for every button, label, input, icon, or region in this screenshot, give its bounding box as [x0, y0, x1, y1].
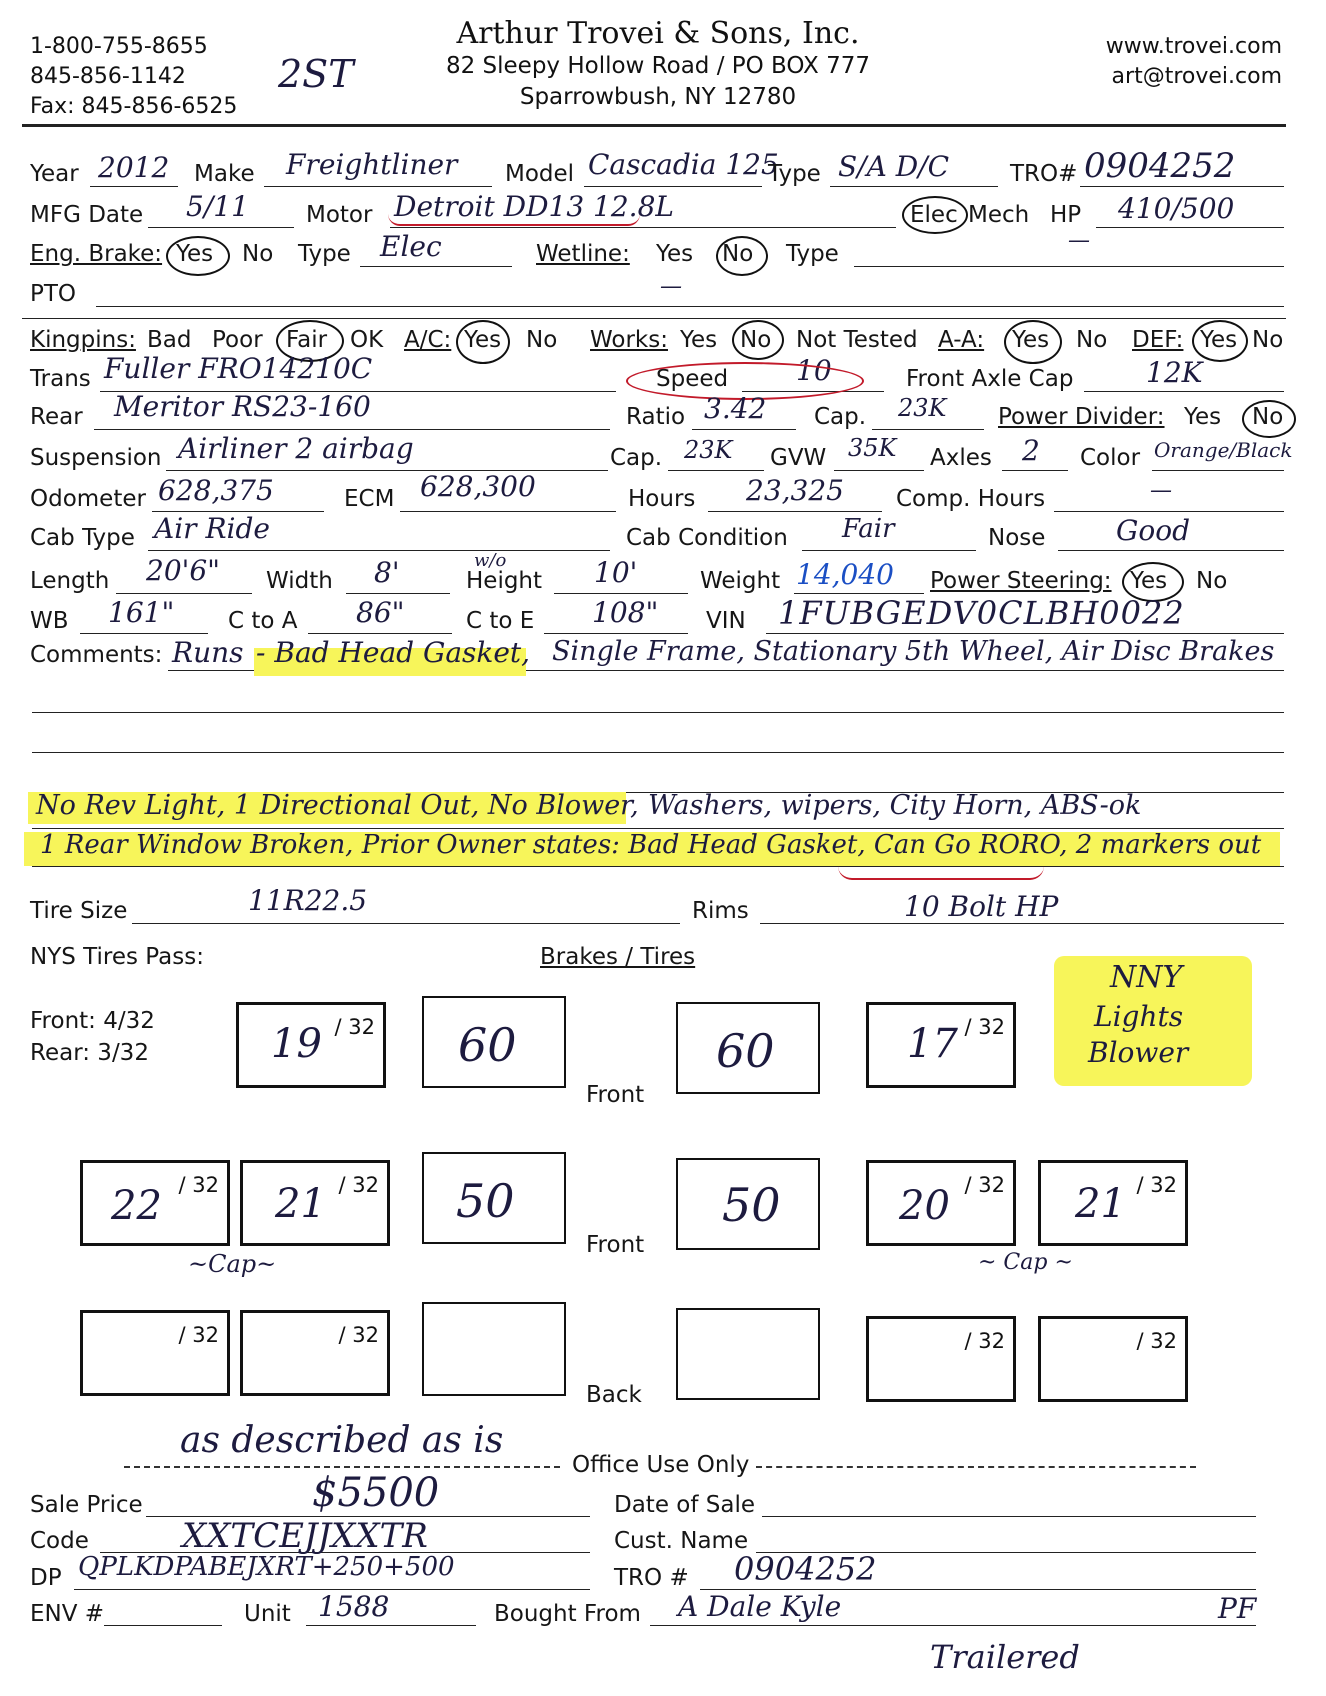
unit-label: Unit [244, 1601, 291, 1627]
works-yes: Yes [680, 327, 718, 353]
nose-value: Good [1116, 514, 1191, 547]
gvw-value: 35K [848, 434, 897, 462]
tire-size-value: 11R22.5 [248, 884, 368, 917]
vin-value: 1FUBGEDV0CLBH0022 [778, 594, 1185, 632]
power-divider-label: Power Divider: [998, 404, 1165, 430]
height-line [554, 593, 688, 594]
row1-front-label: Front [586, 1082, 645, 1108]
brake-value: 60 [458, 1018, 517, 1072]
height-value: 10' [594, 556, 638, 589]
eng-brake-yes: Yes [176, 241, 214, 267]
ac-no: No [526, 327, 558, 353]
type-label: Type [768, 161, 821, 187]
power-divider-no-circle [1242, 400, 1296, 438]
power-steering-no: No [1196, 568, 1228, 594]
handwritten-note: 2ST [278, 52, 354, 96]
def-no: No [1252, 327, 1284, 353]
brake-box-drive-2-right[interactable] [676, 1308, 820, 1400]
sale-price-value: $5500 [312, 1470, 440, 1516]
make-line [264, 186, 492, 187]
kingpins-bad: Bad [147, 327, 192, 353]
suspension-cap-line [668, 470, 764, 471]
motor-line [390, 227, 896, 228]
ac-label: A/C: [404, 327, 452, 353]
color-value: Orange/Black [1154, 438, 1293, 462]
works-no: No [740, 327, 772, 353]
email-link[interactable]: art@trovei.com [1111, 64, 1282, 89]
motor-value: Detroit DD13 12.8L [394, 190, 674, 223]
env-field[interactable] [104, 1625, 222, 1626]
bought-initials: PF [1218, 1592, 1257, 1625]
phone-toll-free: 1-800-755-8655 [30, 34, 208, 59]
sale-price-label: Sale Price [30, 1492, 143, 1518]
brake-box-drive-1-left[interactable] [422, 1152, 566, 1244]
width-line [346, 593, 450, 594]
cab-condition-line [802, 550, 976, 551]
env-label: ENV # [30, 1601, 105, 1627]
row3-back-label: Back [586, 1382, 642, 1408]
suspension-cap-value: 23K [684, 436, 733, 464]
date-of-sale-field[interactable] [762, 1516, 1256, 1517]
year-line [90, 186, 178, 187]
weight-value: 14,040 [796, 558, 894, 591]
type-line [830, 186, 998, 187]
comments-line-5 [32, 828, 1284, 829]
comments-line-2 [32, 712, 1284, 713]
eng-brake-type-label: Type [298, 241, 351, 267]
comments-line-6 [32, 866, 1284, 867]
eng-brake-yes-circle [166, 236, 230, 276]
front-axle-cap-value: 12K [1146, 356, 1203, 389]
brake-box-drive-1-right[interactable] [676, 1158, 820, 1250]
odometer-label: Odometer [30, 486, 146, 512]
brakes-tires-label: Brakes / Tires [540, 944, 696, 970]
wb-value: 161" [108, 596, 175, 629]
motor-red-underline [388, 214, 640, 226]
hours-line [708, 511, 882, 512]
brake-box-drive-2-left[interactable] [422, 1302, 566, 1396]
rear-cap-label: Cap. [814, 404, 867, 430]
bought-from-line [650, 1625, 1256, 1626]
elec-label: Elec [910, 202, 958, 228]
comments-bad-head-gasket: - Bad Head Gasket, [256, 636, 531, 669]
tire-box-drive-2-inner-right[interactable] [866, 1316, 1016, 1402]
wb-line [80, 633, 208, 634]
aa-label: A-A: [938, 327, 985, 353]
tro-line [1080, 186, 1284, 187]
kingpins-fair: Fair [286, 327, 328, 353]
phone: 845-856-1142 [30, 64, 186, 89]
wetline-type-value: — [1068, 228, 1090, 253]
tire-box-front-right[interactable] [866, 1002, 1016, 1088]
c-to-a-line [308, 633, 452, 634]
cab-condition-value: Fair [842, 514, 895, 544]
address-line-1: 82 Sleepy Hollow Road / PO BOX 777 [445, 53, 871, 79]
roro-red-underline [838, 866, 1044, 880]
wetline-type-label: Type [786, 241, 839, 267]
gvw-label: GVW [770, 445, 827, 471]
tire-fraction: / 32 [338, 1323, 379, 1347]
color-label: Color [1080, 445, 1141, 471]
tire-box-drive-2-inner-left[interactable] [240, 1310, 390, 1396]
hp-value: 410/500 [1118, 192, 1235, 225]
bought-from-value: A Dale Kyle [678, 1590, 842, 1623]
cab-condition-label: Cab Condition [626, 525, 788, 551]
power-divider-no: No [1252, 404, 1284, 430]
year-value: 2012 [98, 151, 170, 184]
width-value: 8' [374, 556, 400, 589]
trailered-note: Trailered [930, 1638, 1080, 1676]
color-line [1152, 470, 1284, 471]
brake-box-front-right[interactable] [676, 1002, 820, 1094]
c-to-e-value: 108" [592, 596, 659, 629]
brake-value: 50 [456, 1174, 515, 1228]
kingpins-poor: Poor [212, 327, 263, 353]
dp-label: DP [30, 1565, 62, 1591]
weight-label: Weight [700, 568, 781, 594]
tire-fraction: / 32 [964, 1015, 1005, 1039]
height-label: Height [466, 568, 543, 594]
wb-label: WB [30, 608, 69, 634]
length-label: Length [30, 568, 110, 594]
axles-label: Axles [930, 445, 992, 471]
rear-cap-line [872, 429, 984, 430]
suspension-value: Airliner 2 airbag [178, 432, 414, 465]
brake-value: 60 [716, 1024, 775, 1078]
c-to-a-label: C to A [228, 608, 298, 634]
tire-size-label: Tire Size [30, 898, 128, 924]
comments-line5: 1 Rear Window Broken, Prior Owner states: Bad Head Gasket, Can Go RORO, 2 markers out [40, 830, 1262, 860]
nys-front-min: Front: 4/32 [30, 1008, 155, 1034]
eng-brake-label: Eng. Brake: [30, 241, 163, 267]
nny-note-1: NNY [1110, 960, 1183, 995]
c-to-e-label: C to E [466, 608, 535, 634]
tire-fraction: / 32 [178, 1323, 219, 1347]
rims-line [760, 923, 1284, 924]
trans-label: Trans [30, 366, 91, 392]
rear-label: Rear [30, 404, 83, 430]
width-label: Width [266, 568, 333, 594]
hp-line [1096, 227, 1284, 228]
tire-fraction: / 32 [1136, 1173, 1177, 1197]
tire-tread-value: 21 [275, 1181, 326, 1227]
ecm-label: ECM [344, 486, 395, 512]
tire-fraction: / 32 [178, 1173, 219, 1197]
nose-label: Nose [988, 525, 1046, 551]
eng-brake-type-line [360, 266, 512, 267]
code-label: Code [30, 1528, 89, 1554]
cab-type-value: Air Ride [154, 512, 270, 545]
height-note: w/o [474, 550, 507, 571]
kingpins-ok: OK [350, 327, 384, 353]
suspension-line [166, 470, 608, 471]
hours-value: 23,325 [746, 474, 844, 507]
hours-label: Hours [628, 486, 696, 512]
axles-line [1002, 470, 1068, 471]
motor-label: Motor [306, 202, 373, 228]
row2-front-label: Front [586, 1232, 645, 1258]
wetline-no: No [722, 241, 754, 267]
ratio-label: Ratio [626, 404, 686, 430]
c-to-a-value: 86" [356, 596, 405, 629]
power-divider-yes: Yes [1184, 404, 1222, 430]
rims-value: 10 Bolt HP [904, 890, 1059, 923]
tire-box-drive-1-outer-right[interactable] [1038, 1160, 1188, 1246]
company-block [378, 16, 938, 113]
type-value: S/A D/C [838, 150, 950, 183]
ratio-value: 3.42 [704, 392, 767, 425]
tire-box-drive-2-outer-right[interactable] [1038, 1316, 1188, 1402]
axles-value: 2 [1022, 434, 1040, 467]
brake-box-front-left[interactable] [422, 996, 566, 1088]
tro-label: TRO# [1010, 161, 1078, 187]
odometer-value: 628,375 [158, 474, 274, 507]
tire-fraction: / 32 [964, 1329, 1005, 1353]
model-line [584, 186, 762, 187]
ecm-value: 628,300 [420, 470, 536, 503]
tire-box-drive-2-outer-left[interactable] [80, 1310, 230, 1396]
eng-brake-type-value: Elec [380, 230, 442, 263]
tro-num-label: TRO # [614, 1565, 689, 1591]
bought-from-label: Bought From [494, 1601, 641, 1627]
date-of-sale-label: Date of Sale [614, 1492, 755, 1518]
tire-box-front-left[interactable] [236, 1002, 386, 1088]
office-dash-left [124, 1466, 560, 1468]
fax: Fax: 845-856-6525 [30, 94, 238, 119]
rear-cap-value: 23K [898, 394, 947, 422]
comments-line4-a: No Rev Light, 1 Directional Out, No Blower, [36, 790, 639, 821]
tro-value: 0904252 [1084, 146, 1236, 186]
nys-tires-pass-label: NYS Tires Pass: [30, 944, 204, 970]
nny-note-2: Lights [1094, 1000, 1184, 1033]
nys-rear-min: Rear: 3/32 [30, 1040, 149, 1066]
mfg-date-label: MFG Date [30, 202, 144, 228]
trans-value: Fuller FRO14210C [104, 352, 373, 385]
front-axle-cap-label: Front Axle Cap [906, 366, 1074, 392]
length-line [116, 593, 252, 594]
ratio-line [692, 429, 796, 430]
tire-tread-value: 19 [271, 1021, 322, 1067]
def-yes: Yes [1200, 327, 1238, 353]
year-label: Year [30, 161, 79, 187]
tire-fraction: / 32 [338, 1173, 379, 1197]
works-no-circle [732, 320, 784, 360]
model-label: Model [505, 161, 575, 187]
vin-line [766, 633, 1284, 634]
def-label: DEF: [1132, 327, 1184, 353]
vin-label: VIN [706, 608, 746, 634]
tire-size-line [132, 923, 680, 924]
cap-note-left: ~Cap~ [188, 1250, 277, 1278]
tire-box-drive-1-inner-right[interactable] [866, 1160, 1016, 1246]
brake-value: 50 [722, 1178, 781, 1232]
wetline-type-line [854, 266, 1284, 267]
ac-yes: Yes [464, 327, 502, 353]
unit-line [306, 1625, 476, 1626]
address-line-2: Sparrowbush, NY 12780 [519, 84, 797, 110]
tire-tread-value: 20 [899, 1183, 950, 1229]
works-not-tested: Not Tested [796, 327, 918, 353]
cab-type-label: Cab Type [30, 525, 135, 551]
wetline-label: Wetline: [536, 241, 630, 267]
comments-line-3 [32, 752, 1284, 753]
comments-runs: Runs [172, 636, 244, 669]
tire-box-drive-1-inner-left[interactable] [240, 1160, 390, 1246]
make-label: Make [194, 161, 255, 187]
eng-brake-no: No [242, 241, 274, 267]
front-axle-cap-line [1084, 391, 1284, 392]
rear-value: Meritor RS23-160 [114, 390, 371, 423]
website-link[interactable]: www.trovei.com [1105, 34, 1282, 59]
make-value: Freightliner [286, 148, 458, 181]
tire-tread-value: 17 [907, 1021, 958, 1067]
comments-label: Comments: [30, 642, 163, 668]
hp-label: HP [1050, 202, 1082, 228]
gvw-line [834, 470, 924, 471]
model-value: Cascadia 125 [588, 148, 779, 181]
pto-line [96, 306, 1284, 307]
elec-circle [902, 196, 968, 234]
cap-note-right: ~ Cap ~ [978, 1250, 1073, 1275]
tire-tread-value: 22 [111, 1183, 162, 1229]
aa-yes: Yes [1012, 327, 1050, 353]
mfg-line [148, 227, 294, 228]
as-described-note: as described as is [180, 1420, 504, 1461]
company-name: Arthur Trovei & Sons, Inc. [456, 16, 860, 51]
speed-label: Speed [656, 366, 729, 392]
mech-label: Mech [968, 202, 1030, 228]
office-dash-right [756, 1466, 1196, 1468]
aa-no: No [1076, 327, 1108, 353]
wetline-yes: Yes [656, 241, 694, 267]
cust-name-label: Cust. Name [614, 1528, 749, 1554]
unit-value: 1588 [318, 1590, 390, 1623]
tro-num-value: 0904252 [734, 1550, 877, 1588]
header-phones [30, 32, 237, 122]
aa-yes-circle [1004, 320, 1062, 364]
comments-line4-b: Washers, wipers, City Horn, ABS-ok [648, 790, 1142, 821]
tire-fraction: / 32 [1136, 1329, 1177, 1353]
suspension-label: Suspension [30, 445, 162, 471]
ac-yes-circle [456, 320, 510, 364]
tire-fraction: / 32 [334, 1015, 375, 1039]
kingpins-label: Kingpins: [30, 327, 136, 353]
header-rule [22, 124, 1286, 127]
speed-value: 10 [796, 354, 832, 387]
works-label: Works: [590, 327, 668, 353]
tire-box-drive-1-outer-left[interactable] [80, 1160, 230, 1246]
cab-type-line [148, 550, 610, 551]
pto-label: PTO [30, 281, 77, 307]
nny-note-3: Blower [1088, 1036, 1189, 1069]
c-to-e-line [544, 633, 688, 634]
nose-line [1058, 550, 1284, 551]
ecm-line [400, 511, 616, 512]
wetline-no-circle [716, 236, 768, 276]
tire-tread-value: 21 [1075, 1181, 1126, 1227]
comments-line1-rest: Single Frame, Stationary 5th Wheel, Air Disc Brakes [552, 636, 1275, 667]
comp-hours-line [1054, 511, 1284, 512]
mfg-date-value: 5/11 [186, 190, 249, 223]
power-steering-yes: Yes [1130, 568, 1168, 594]
pto-value: — [660, 274, 682, 299]
dp-value: QPLKDPABEJXRT+250+500 [78, 1552, 455, 1582]
office-use-only-label: Office Use Only [572, 1452, 750, 1478]
section-rule-1 [22, 318, 1286, 319]
length-value: 20'6" [146, 554, 221, 587]
suspension-cap-label: Cap. [610, 445, 663, 471]
tire-fraction: / 32 [964, 1173, 1005, 1197]
comp-hours-label: Comp. Hours [896, 486, 1046, 512]
code-value: XXTCEJJXXTR [182, 1516, 428, 1556]
comp-hours-value: — [1150, 478, 1172, 503]
rear-line [94, 429, 610, 430]
power-steering-label: Power Steering: [930, 568, 1112, 594]
header-contacts [1106, 32, 1282, 92]
rims-label: Rims [692, 898, 749, 924]
